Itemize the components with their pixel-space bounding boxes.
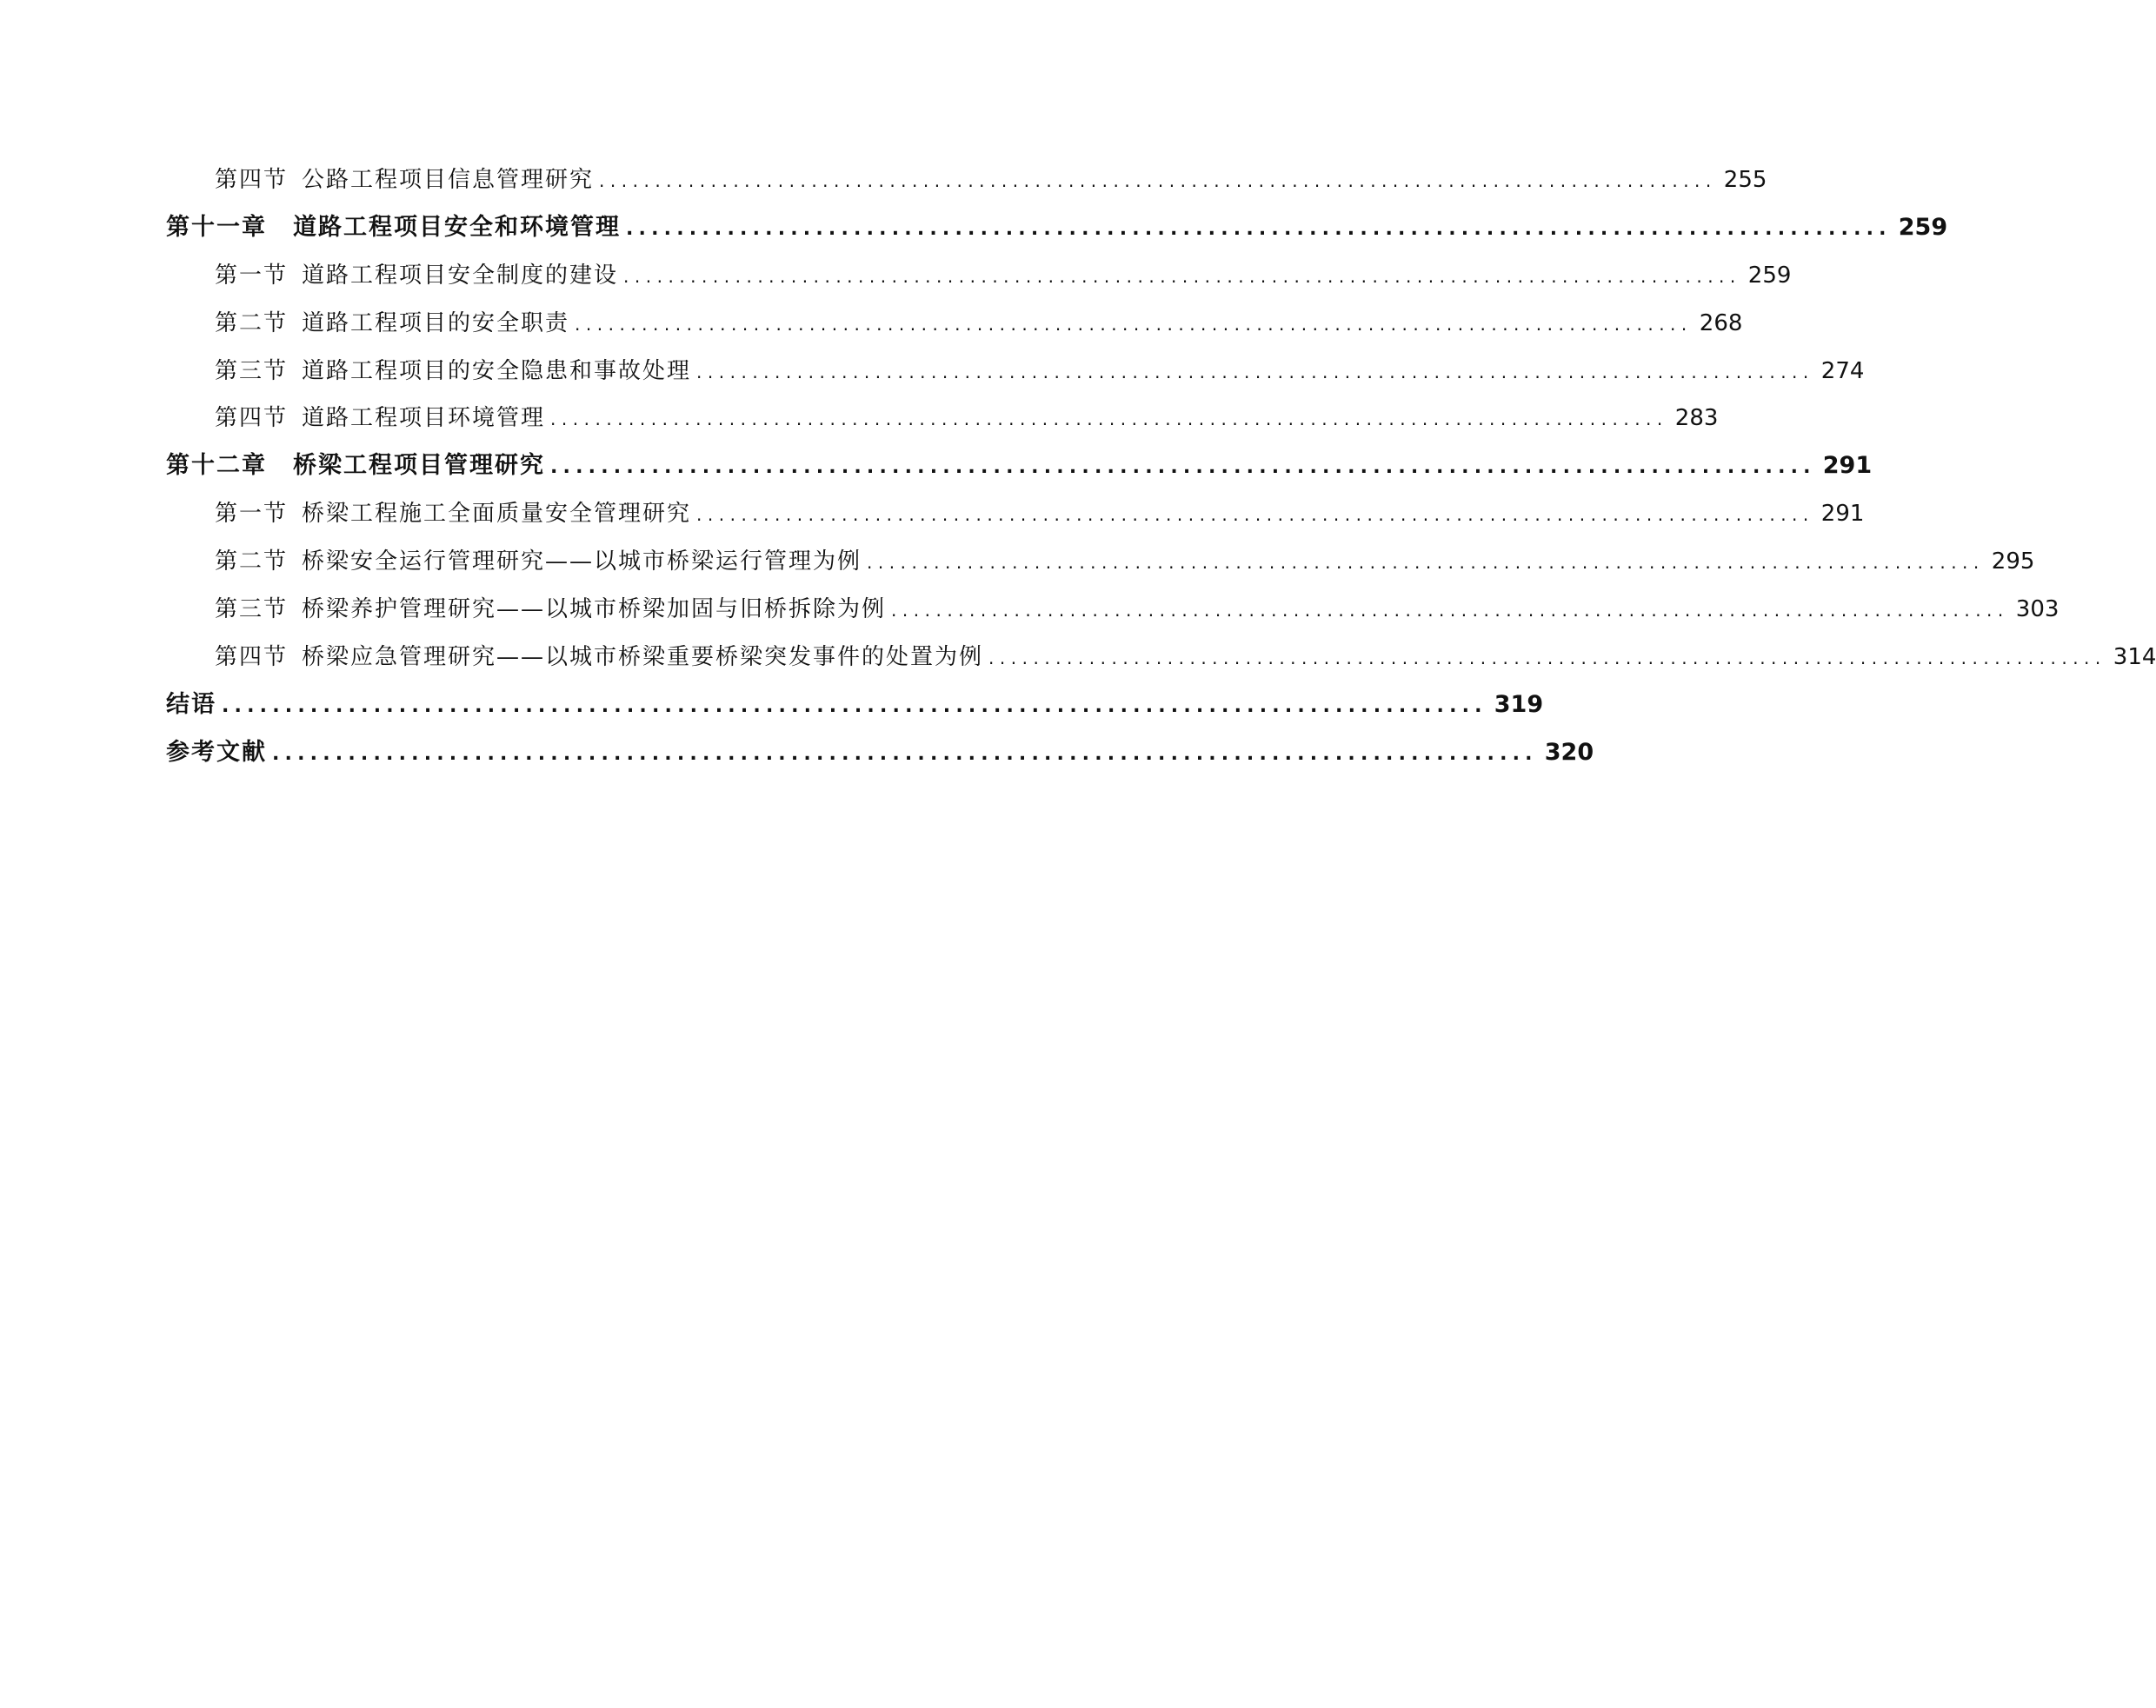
toc-dot-leader: .................................................................................................... [867,552,1985,574]
toc-entry[interactable] [166,538,2035,586]
toc-page-number: 295 [1991,548,2035,575]
toc-page-number: 291 [1820,501,1865,528]
toc-entry-label [215,300,569,348]
toc-entry-label [215,348,691,395]
toc-entry-label [215,538,862,586]
toc-entry-title: 道路工程项目安全和环境管理 [293,213,621,241]
toc-entry[interactable] [166,252,1792,300]
toc-entry-label [166,681,216,729]
toc-entry-label [215,395,545,442]
toc-entry-number: 第四节 [215,405,289,432]
toc-entry[interactable] [166,442,1873,490]
toc-dot-leader: .................................................................................................... [696,504,1814,526]
toc-page-number: 274 [1820,357,1865,384]
toc-page-number: 303 [2015,596,2060,623]
toc-entry-title: 道路工程项目的安全隐患和事故处理 [302,357,692,384]
toc-dot-leader: .................................................................................................... [599,170,1717,191]
toc-page-number: 255 [1723,167,1767,193]
toc-page-number: 283 [1674,405,1719,432]
toc-entry-label [215,634,983,681]
toc-page-number: 320 [1544,738,1594,766]
toc-entry-number: 第一节 [215,262,289,289]
toc-entry-title: 桥梁养护管理研究——以城市桥梁加固与旧桥拆除为例 [302,596,887,623]
toc-entry[interactable] [166,586,2060,634]
toc-entry-label [215,156,594,204]
toc-dot-leader: .................................................................................................... [550,456,1816,479]
toc-entry-title: 公路工程项目信息管理研究 [302,167,595,193]
toc-entry-label [215,490,691,538]
toc-dot-leader: .................................................................................................... [222,694,1487,717]
toc-entry-title: 结语 [166,690,216,718]
toc-entry[interactable] [166,681,1544,729]
toc-entry-number: 第二节 [215,309,289,336]
toc-page-number: 259 [1747,262,1792,289]
toc-entry-number: 第四节 [215,167,289,193]
toc-entry-number: 第三节 [215,596,289,623]
toc-dot-leader: .................................................................................................... [626,217,1892,240]
toc-entry[interactable] [166,729,1594,777]
toc-dot-leader: .................................................................................................... [988,647,2106,668]
toc-dot-leader: .................................................................................................... [623,265,1741,287]
toc-page-number: 314 [2113,643,2156,670]
toc-entry-number: 第一节 [215,501,289,528]
toc-dot-leader: .................................................................................................... [550,409,1668,430]
toc-entry-number: 第十二章 [166,452,267,480]
toc-entry-title: 道路工程项目的安全职责 [302,309,570,336]
toc-entry-title: 道路工程项目环境管理 [302,405,546,432]
toc-page-number: 268 [1699,309,1743,336]
toc-entry-label [215,252,618,300]
toc-entry-title: 桥梁工程施工全面质量安全管理研究 [302,501,692,528]
toc-entry-title: 道路工程项目安全制度的建设 [302,262,619,289]
toc-entry[interactable] [166,156,1767,204]
toc-entry-label [166,442,545,490]
toc-page-number: 291 [1822,452,1873,480]
toc-entry-number: 第二节 [215,548,289,575]
toc-entry-label [166,204,621,252]
toc-entry[interactable] [166,490,1865,538]
toc-entry-title: 桥梁应急管理研究——以城市桥梁重要桥梁突发事件的处置为例 [302,643,984,670]
toc-entry-title: 桥梁工程项目管理研究 [293,452,545,480]
toc-page-number: 319 [1494,690,1544,718]
toc-dot-leader: .................................................................................................... [696,361,1814,382]
toc-entry-label [215,586,886,634]
toc-entry-number: 第四节 [215,643,289,670]
toc-entry-label [166,729,267,777]
toc-entry-number: 第十一章 [166,213,267,241]
toc-entry[interactable] [166,395,1719,442]
toc-dot-leader: .................................................................................................... [575,313,1693,335]
table-of-contents [166,156,2156,777]
toc-entry[interactable] [166,348,1865,395]
toc-entry-number: 第三节 [215,357,289,384]
toc-entry[interactable] [166,300,1743,348]
toc-entry[interactable] [166,634,2156,681]
toc-entry-title: 参考文献 [166,738,267,766]
toc-dot-leader: .................................................................................................... [891,600,2009,621]
toc-page-number: 259 [1898,213,1948,241]
toc-entry-title: 桥梁安全运行管理研究——以城市桥梁运行管理为例 [302,548,862,575]
toc-dot-leader: .................................................................................................... [272,742,1538,765]
toc-entry[interactable] [166,204,1948,252]
